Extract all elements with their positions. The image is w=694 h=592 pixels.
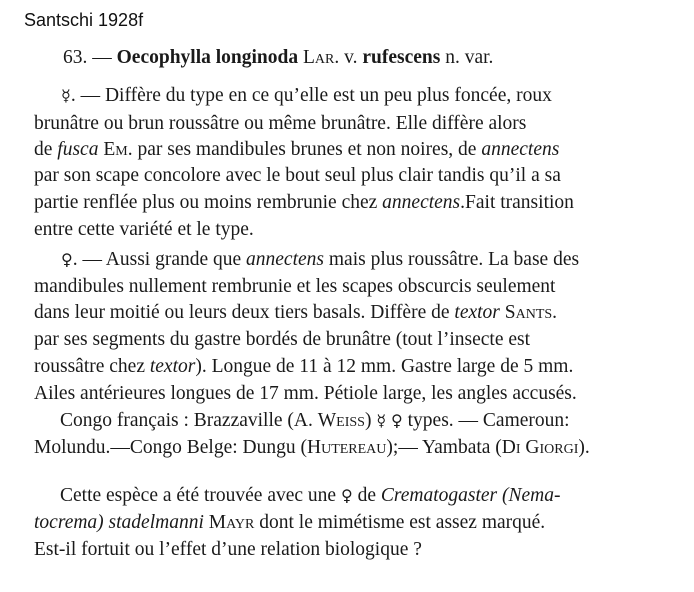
text-run: );— Yambata (	[386, 437, 502, 458]
text-line	[0, 511, 694, 535]
source-label: Santschi 1928f	[24, 10, 144, 30]
taxon-status: n. var.	[445, 47, 494, 68]
variety-name: rufescens	[362, 47, 441, 68]
female-symbol: ♀	[340, 486, 353, 505]
female-symbol: ♀	[391, 411, 403, 430]
author-abbrev: Em.	[103, 139, 133, 160]
text-line: entre cette variété et le type.	[34, 219, 254, 240]
text-line: Ailes antérieures longues de 17 mm. Pétiole large, les angles accusés.	[34, 383, 577, 404]
text-run: Molundu.—Congo Belge: Dungu (	[34, 437, 307, 458]
text-run: mais plus roussâtre. La base des	[324, 249, 580, 270]
text-line	[0, 355, 694, 379]
species-epithet: fusca	[57, 139, 99, 160]
text-line	[0, 409, 694, 433]
text-run: . — Diffère du type en ce qu’elle est un peu plus foncée, roux	[70, 85, 552, 106]
text-line	[0, 301, 694, 325]
text-run: de	[34, 139, 58, 160]
species-epithet: annectens	[481, 139, 560, 160]
text-line: mandibules nullement rembrunie et les scapes obscurcis seulement	[34, 276, 556, 297]
taxon-name: Oecophylla longinoda	[116, 47, 299, 68]
species-epithet: textor	[149, 356, 196, 377]
text-run: par ses mandibules brunes et non noires, de	[132, 139, 482, 160]
text-run: partie renflée plus ou moins rembrunie chez	[34, 192, 383, 213]
collector-name: Hutereau	[307, 437, 387, 458]
text-run: de	[352, 485, 381, 506]
species-epithet: annectens	[246, 249, 325, 270]
text-run: ). Longue de 11 à 12 mm. Gastre large de 5 mm.	[195, 356, 574, 377]
text-run: Cette espèce a été trouvée avec une	[60, 485, 341, 506]
text-line: brunâtre ou brun roussâtre ou même brunâtre. Elle diffère alors	[34, 113, 527, 134]
text-run: . — Aussi grande que	[72, 249, 247, 270]
text-run: dans leur moitié ou leurs deux tiers basals. Diffère de	[34, 302, 455, 323]
taxon-rank: v.	[344, 47, 358, 68]
text-line	[0, 84, 694, 108]
worker-symbol: ☿	[61, 86, 71, 105]
text-line	[0, 138, 694, 162]
author-abbrev: Sants.	[504, 302, 558, 323]
collector-name: Di Giorgi	[501, 437, 579, 458]
text-line	[0, 191, 694, 215]
text-run: .Fait transition	[460, 192, 574, 213]
taxon-author: Lar.	[303, 47, 340, 68]
worker-symbol: ☿	[376, 411, 387, 430]
text-line	[0, 484, 694, 508]
section-number: 63. —	[63, 47, 112, 68]
text-line: par ses segments du gastre bordés de brunâtre (tout l’insecte est	[34, 329, 531, 350]
text-run: Congo français : Brazzaville (A.	[60, 410, 318, 431]
text-line: Est-il fortuit ou l’effet d’une relation biologique ?	[34, 539, 422, 560]
female-symbol: ♀	[61, 250, 73, 269]
species-epithet: annectens	[382, 192, 461, 213]
author-abbrev: Mayr	[208, 512, 255, 533]
text-line	[0, 436, 694, 460]
text-run: ).	[578, 437, 590, 458]
text-run: dont le mimétisme est assez marqué.	[254, 512, 546, 533]
text-line: par son scape concolore avec le bout seul plus clair tandis qu’il a sa	[34, 165, 561, 186]
text-line	[0, 248, 694, 272]
species-heading	[0, 46, 694, 70]
text-run: types. — Cameroun:	[402, 410, 570, 431]
collector-name: Weiss	[317, 410, 365, 431]
text-run: roussâtre chez	[34, 356, 150, 377]
text-run: )	[364, 410, 377, 431]
species-epithet: textor	[454, 302, 500, 323]
genus-name: Crematogaster (Nema-	[380, 485, 561, 506]
species-name: tocrema) stadelmanni	[34, 512, 204, 533]
